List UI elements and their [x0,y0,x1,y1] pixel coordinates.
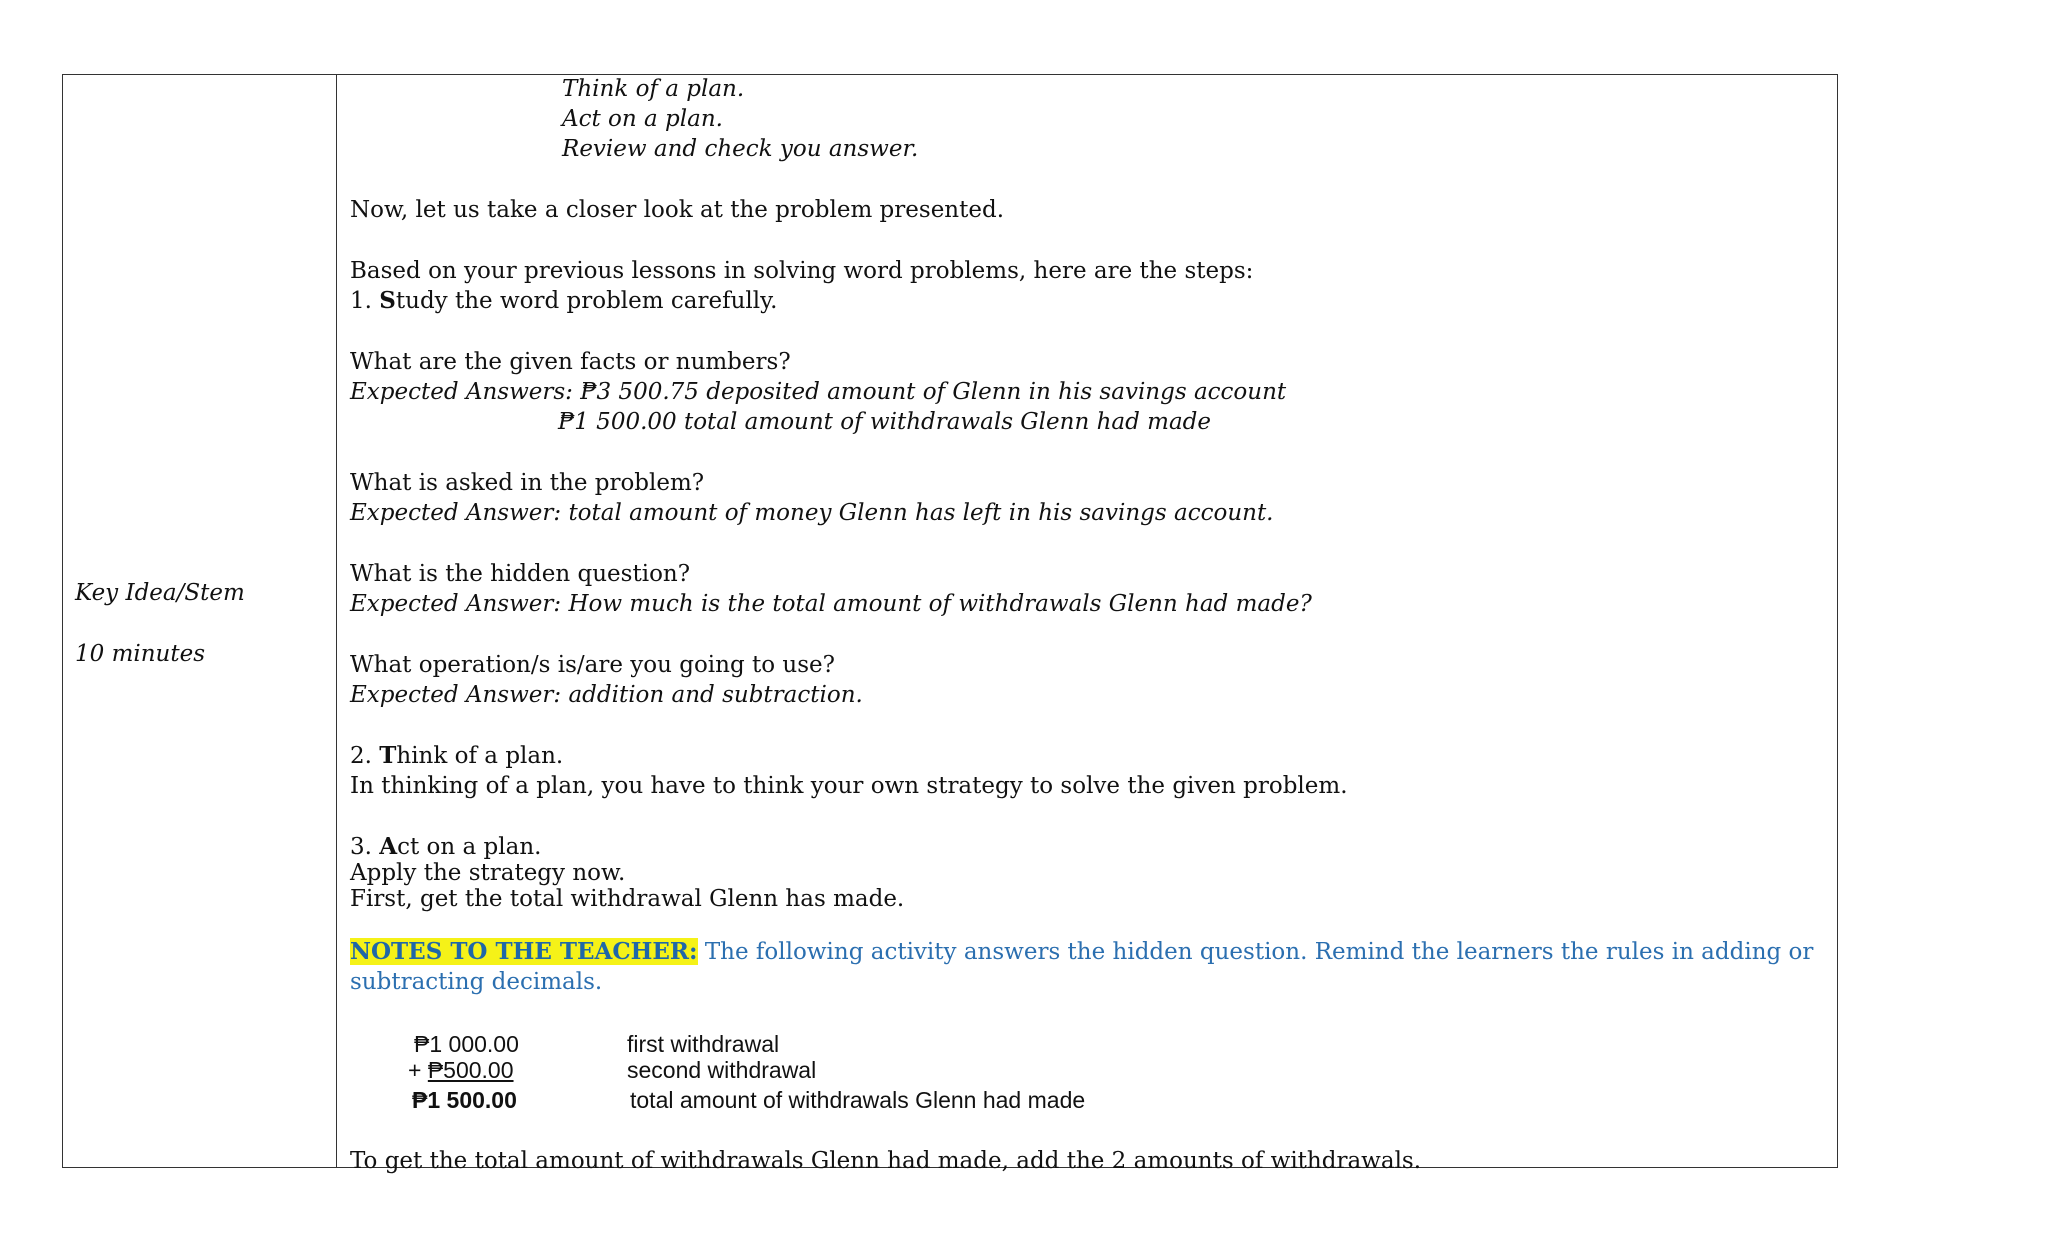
computation-row-2 [408,1055,514,1085]
apply-text: Apply the strategy now. [350,860,626,886]
fact-1: ₱3 500.75 deposited amount of Glenn in his savings account [580,379,1287,405]
closer-look-text: Now, let us take a closer look at the problem presented. [350,197,1005,223]
step-2 [350,741,563,771]
answer-operation: Expected Answer: addition and subtraction. [350,682,863,708]
facts-label: Expected Answers: [350,379,581,405]
step-1 [350,286,777,316]
based-on-text: Based on your previous lessons in solving word problems, here are the steps: [350,258,1254,284]
step-1-num: 1. [350,288,380,314]
key-idea-label: Key Idea/Stem [75,580,245,606]
step-2-letter: T [379,742,397,769]
step-1-rest: tudy the word problem carefully. [395,288,778,314]
intro-step-3: Review and check you answer. [562,136,919,162]
question-hidden: What is the hidden question? [350,561,691,587]
computation-total-label: total amount of withdrawals Glenn had made [630,1087,1086,1113]
answer-hidden: Expected Answer: How much is the total amount of withdrawals Glenn had made? [350,591,1312,617]
step-2-description: In thinking of a plan, you have to think your own strategy to solve the given problem. [350,773,1348,799]
computation-amount-1: ₱1 000.00 [414,1031,519,1057]
column-divider [336,74,337,1168]
fact-2: ₱1 500.00 total amount of withdrawals Glenn had made [558,409,1211,435]
step-2-rest: hink of a plan. [396,743,564,769]
plus-sign: + [408,1057,428,1083]
duration-label: 10 minutes [75,641,206,667]
computation-label-2: second withdrawal [627,1057,817,1083]
facts-answer-line [350,377,1286,407]
question-operation: What operation/s is/are you going to use? [350,652,835,678]
conclusion-text: To get the total amount of withdrawals Glenn had made, add the 2 amounts of withdrawals. [350,1148,1422,1174]
intro-step-1: Think of a plan. [562,76,745,102]
teacher-note-label: NOTES TO THE TEACHER: [350,938,698,965]
step-1-letter: S [379,287,396,314]
computation-amount-2: ₱500.00 [427,1057,514,1083]
teacher-note-text-1: The following activity answers the hidden question. Remind the learners the rules in adding or [697,939,1814,965]
question-asked: What is asked in the problem? [350,470,705,496]
teacher-note-line-2: subtracting decimals. [350,969,603,995]
step-3-num: 3. [350,834,380,860]
first-get-text: First, get the total withdrawal Glenn has made. [350,886,905,912]
teacher-note-line-1 [350,937,1813,967]
table-frame [62,74,1838,1168]
step-2-num: 2. [350,743,380,769]
step-3-letter: A [379,833,398,860]
question-facts: What are the given facts or numbers? [350,349,791,375]
computation-total: ₱1 500.00 [412,1087,517,1113]
answer-asked: Expected Answer: total amount of money Glenn has left in his savings account. [350,500,1274,526]
intro-step-2: Act on a plan. [562,106,723,132]
step-3-rest: ct on a plan. [397,834,542,860]
computation-label-1: first withdrawal [627,1031,780,1057]
